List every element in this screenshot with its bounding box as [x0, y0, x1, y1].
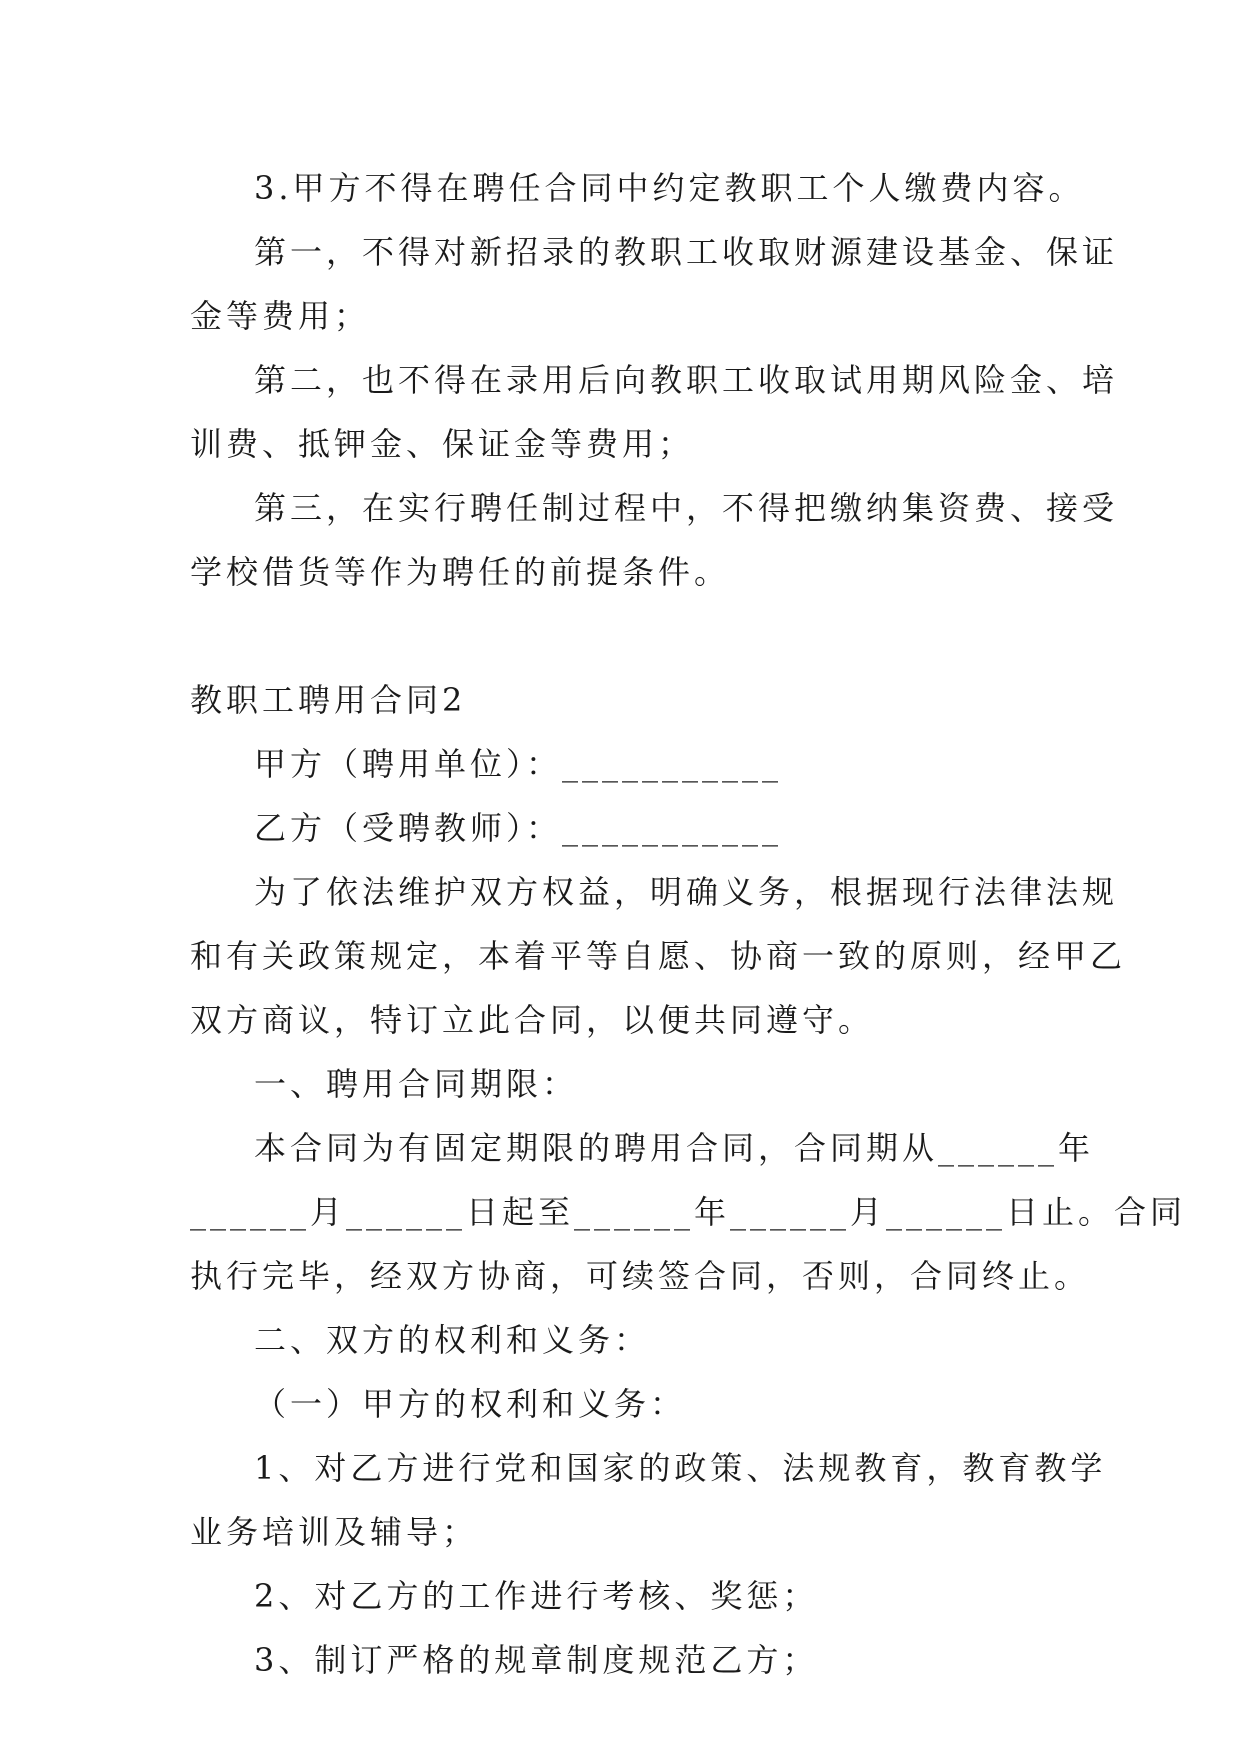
list-item: 3、制订严格的规章制度规范乙方；	[254, 1641, 819, 1679]
paragraph-line: 执行完毕，经双方协商，可续签合同，否则，合同终止。	[190, 1257, 1091, 1295]
clause-heading: 二、双方的权利和义务：	[254, 1321, 651, 1359]
party-b-field: 乙方（受聘教师）：___________	[254, 809, 783, 847]
section-gap	[190, 604, 1050, 668]
paragraph-line: 第三，在实行聘任制过程中，不得把缴纳集资费、接受	[254, 489, 1119, 527]
clause-heading: 一、聘用合同期限：	[254, 1065, 579, 1103]
paragraph-line: 和有关政策规定，本着平等自愿、协商一致的原则，经甲乙	[190, 937, 1127, 975]
paragraph-line: 3.甲方不得在聘任合同中约定教职工个人缴费内容。	[254, 169, 1085, 207]
paragraph-line: 为了依法维护双方权益，明确义务，根据现行法律法规	[254, 873, 1119, 911]
paragraph-line: 金等费用；	[190, 297, 371, 335]
list-item: 2、对乙方的工作进行考核、奖惩；	[254, 1577, 819, 1615]
paragraph-line: 第一，不得对新招录的教职工收取财源建设基金、保证	[254, 233, 1119, 271]
paragraph-line: 本合同为有固定期限的聘用合同，合同期从______年	[254, 1129, 1095, 1167]
list-item-continuation: 业务培训及辅导；	[190, 1513, 479, 1551]
paragraph-line: 双方商议，特订立此合同，以便共同遵守。	[190, 1001, 875, 1039]
paragraph-line: ______月______日起至______年______月______日止。合同	[190, 1193, 1187, 1231]
list-item: 1、对乙方进行党和国家的政策、法规教育，教育教学	[254, 1449, 1107, 1487]
sub-clause-heading: （一）甲方的权利和义务：	[254, 1385, 687, 1423]
section-title: 教职工聘用合同2	[190, 681, 467, 719]
paragraph-line: 第二，也不得在录用后向教职工收取试用期风险金、培	[254, 361, 1119, 399]
document-page	[190, 156, 1187, 1692]
paragraph-line: 训费、抵钾金、保证金等费用；	[190, 425, 695, 463]
paragraph-line: 学校借货等作为聘任的前提条件。	[190, 553, 731, 591]
party-a-field: 甲方（聘用单位）：___________	[254, 745, 783, 783]
